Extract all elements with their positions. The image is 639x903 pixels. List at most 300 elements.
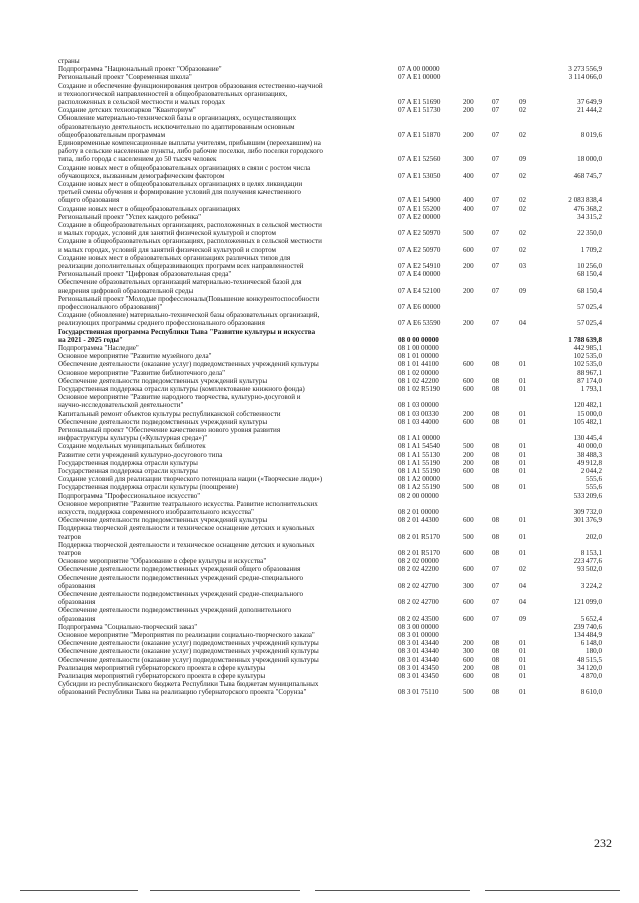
row-pr: 02	[519, 196, 527, 205]
row-pr: 03	[519, 261, 527, 270]
row-vr: 600	[463, 614, 474, 623]
row-rz: 08	[492, 417, 500, 426]
row-name: Подпрограмма "Социально-творческий заказ"	[58, 622, 198, 631]
table-row	[0, 623, 639, 631]
row-name: Создание (обновление) материально-технической базы образовательных организаций, реализующих программы среднего профессионального образования	[58, 311, 320, 328]
row-pr: 02	[519, 204, 527, 213]
row-name: Основное мероприятие "Образование в сфере культуры и искусства"	[58, 557, 267, 566]
table-row	[0, 475, 639, 483]
row-sum: 301 376,9	[573, 516, 602, 525]
row-vr: 200	[463, 450, 474, 459]
row-vr: 200	[463, 458, 474, 467]
row-pr: 04	[519, 581, 527, 590]
table-row	[0, 672, 639, 680]
table-row	[0, 664, 639, 672]
row-code: 08 2 01 R5170	[398, 548, 440, 557]
row-pr: 02	[519, 106, 527, 115]
row-name: Создание и обеспечение функционирования центров образования естественно-научной и технологической направленностей в общеобразовательных организациях, расположенных в сельской местности и малых городах	[58, 81, 323, 106]
table-row	[0, 639, 639, 647]
row-rz: 08	[492, 467, 500, 475]
row-rz: 07	[492, 171, 500, 180]
row-rz: 07	[492, 261, 500, 270]
row-sum: 88 967,1	[577, 368, 602, 377]
row-name: Обеспечение деятельности подведомственных учреждений средне-специального образования	[58, 573, 304, 590]
row-code: 07 A E2 54910	[398, 261, 441, 270]
row-vr: 600	[463, 385, 474, 393]
row-rz: 08	[492, 688, 500, 697]
row-pr: 02	[519, 229, 527, 238]
row-name: Обеспечение образовательных организаций материально-технической базой для внедрения цифровой образовательной среды	[58, 278, 302, 295]
row-name: Развитие сети учреждений культурно-досугового типа	[58, 450, 223, 459]
table-row	[0, 360, 639, 368]
row-code: 07 A E2 50970	[398, 229, 441, 238]
row-rz: 07	[492, 204, 500, 213]
table-row	[0, 352, 639, 360]
row-pr: 04	[519, 598, 527, 607]
row-code: 08 3 01 75110	[398, 688, 439, 697]
row-name: Государственная поддержка отрасли культуры (поощрение)	[58, 483, 239, 492]
row-sum: 8 153,1	[580, 548, 602, 557]
row-code: 08 2 01 44300	[398, 516, 439, 525]
row-sum: 476 368,2	[573, 204, 602, 213]
table-row	[0, 180, 639, 205]
table-row	[0, 516, 639, 524]
row-code: 08 1 A1 55130	[398, 450, 440, 459]
row-rz: 08	[492, 360, 500, 369]
row-pr: 09	[519, 286, 527, 295]
row-sum: 93 502,0	[577, 565, 602, 574]
table-row	[0, 631, 639, 639]
row-code: 08 1 01 00000	[398, 352, 439, 361]
row-pr: 01	[519, 360, 527, 369]
row-code: 08 3 01 43440	[398, 647, 439, 656]
row-sum: 239 740,6	[573, 622, 602, 631]
row-code: 08 1 02 R5190	[398, 385, 440, 393]
row-rz: 07	[492, 130, 500, 139]
row-name: Основное мероприятие "Мероприятия по реализации социально-творческого заказа"	[58, 631, 315, 639]
row-name: Поддержка творческой деятельности и техническое оснащение детских и кукольных театров	[58, 540, 315, 557]
row-rz: 07	[492, 286, 500, 295]
row-rz: 08	[492, 376, 500, 385]
row-vr: 600	[463, 245, 474, 254]
row-rz: 08	[492, 672, 500, 680]
row-vr: 600	[463, 417, 474, 426]
row-rz: 08	[492, 458, 500, 467]
row-pr: 01	[519, 385, 527, 393]
table-row	[0, 524, 639, 540]
row-pr: 01	[519, 442, 527, 451]
row-name: Региональный проект "Современная школа"	[58, 73, 192, 82]
row-name: Обеспечение деятельности подведомственных учреждений культуры	[58, 516, 268, 525]
row-sum: 130 445,4	[573, 434, 602, 443]
row-pr: 02	[519, 171, 527, 180]
row-rz: 07	[492, 155, 500, 164]
table-row	[0, 328, 639, 344]
row-code: 08 1 00 00000	[398, 344, 439, 352]
row-vr: 500	[463, 532, 474, 541]
table-row	[0, 500, 639, 516]
row-name: Основное мероприятие "Развитие народного творчества, культурно-досуговой и научно-исследовательской деятельности"	[58, 393, 301, 410]
row-name: Региональный проект "Цифровая образовательная среда"	[58, 270, 232, 279]
row-code: 08 1 01 44100	[398, 360, 439, 369]
row-code: 07 A E2 50970	[398, 245, 441, 254]
row-sum: 468 745,7	[573, 171, 602, 180]
row-name: Региональный проект "Молодые профессионалы(Повышение конкурентоспособности профессионального образования)"	[58, 294, 320, 311]
table-row	[0, 442, 639, 450]
row-name: Обеспечение деятельности подведомственных учреждений средне-специального образования	[58, 590, 304, 607]
row-rz: 08	[492, 639, 500, 648]
row-pr: 02	[519, 245, 527, 254]
row-name: Создание условий для реализации творческого потенциала нации («Творческие люди»)	[58, 475, 323, 484]
row-name: страны	[58, 57, 80, 65]
row-pr: 09	[519, 155, 527, 164]
row-rz: 08	[492, 647, 500, 656]
row-vr: 600	[463, 376, 474, 385]
table-row	[0, 426, 639, 442]
row-sum: 2 083 838,4	[568, 196, 602, 205]
table-row	[0, 410, 639, 418]
row-rz: 07	[492, 97, 500, 106]
row-name: Обеспечение деятельности подведомственных учреждений общего образования	[58, 565, 301, 574]
row-code: 08 2 02 42700	[398, 598, 439, 607]
row-sum: 57 025,4	[577, 302, 602, 311]
row-code: 08 3 00 00000	[398, 622, 439, 631]
table-row	[0, 680, 639, 696]
row-rz: 08	[492, 548, 500, 557]
row-sum: 57 025,4	[577, 319, 602, 328]
row-name: Государственная поддержка отрасли культуры	[58, 458, 198, 467]
row-sum: 555,6	[586, 475, 602, 484]
row-pr: 02	[519, 565, 527, 574]
row-name: Создание новых мест в общеобразовательных организациях	[58, 204, 241, 213]
table-row	[0, 483, 639, 491]
row-sum: 1 709,2	[580, 245, 602, 254]
table-row	[0, 295, 639, 311]
row-name: Государственная поддержка отрасли культуры	[58, 467, 198, 475]
table-row	[0, 647, 639, 655]
row-sum: 180,0	[586, 647, 602, 656]
row-sum: 15 000,0	[577, 409, 602, 418]
table-row	[0, 114, 639, 139]
row-code: 08 1 A1 55190	[398, 458, 440, 467]
row-name: Создание в общеобразовательных организациях, расположенных в сельской местности и малых городах, условий для занятий физической культурой и спортом	[58, 221, 322, 238]
row-code: 07 A E4 00000	[398, 270, 441, 279]
row-sum: 120 482,1	[573, 401, 602, 410]
row-code: 08 1 A2 55190	[398, 483, 440, 492]
row-code: 07 A E1 51730	[398, 106, 441, 115]
row-code: 08 0 00 00000	[398, 335, 439, 344]
page-number: 232	[594, 836, 612, 850]
table-row	[0, 237, 639, 253]
row-sum: 34 315,2	[577, 212, 602, 221]
row-sum: 37 649,9	[577, 97, 602, 106]
row-sum: 121 099,0	[573, 598, 602, 607]
row-name: Региональный проект "Успех каждого ребенка"	[58, 212, 202, 221]
row-name: Создание новых мест в образовательных организациях различных типов для реализации дополнительных общеразвивающих программ всех направленностей	[58, 253, 304, 270]
row-rz: 08	[492, 663, 500, 672]
footer-rule	[20, 890, 138, 891]
row-code: 08 3 01 00000	[398, 631, 439, 639]
table-row	[0, 385, 639, 393]
row-code: 07 A E6 53590	[398, 319, 441, 328]
row-sum: 40 000,0	[577, 442, 602, 451]
table-row	[0, 254, 639, 270]
row-rz: 07	[492, 106, 500, 115]
row-pr: 02	[519, 130, 527, 139]
row-code: 07 A E1 00000	[398, 73, 441, 82]
row-pr: 09	[519, 614, 527, 623]
row-pr: 01	[519, 376, 527, 385]
row-pr: 01	[519, 647, 527, 656]
row-sum: 6 148,0	[580, 639, 602, 648]
row-code: 08 1 03 00330	[398, 409, 439, 418]
row-rz: 08	[492, 516, 500, 525]
row-vr: 200	[463, 663, 474, 672]
row-name: Подпрограмма "Профессиональное искусство"	[58, 491, 201, 500]
row-vr: 600	[463, 672, 474, 680]
row-code: 08 2 00 00000	[398, 491, 439, 500]
row-code: 08 2 01 R5170	[398, 532, 440, 541]
table-row	[0, 565, 639, 573]
row-name: Создание модельных муниципальных библиотек	[58, 442, 206, 451]
row-rz: 07	[492, 245, 500, 254]
row-code: 08 1 02 00000	[398, 368, 439, 377]
row-sum: 18 000,0	[577, 155, 602, 164]
row-vr: 500	[463, 688, 474, 697]
table-row	[0, 467, 639, 475]
row-pr: 01	[519, 663, 527, 672]
row-code: 07 A E1 55200	[398, 204, 441, 213]
row-name: Создание новых мест в общеобразовательных организациях в связи с ростом числа обучающихся, вызванным демографическим фактором	[58, 163, 311, 180]
row-pr: 01	[519, 458, 527, 467]
row-sum: 105 482,1	[573, 417, 602, 426]
row-sum: 1 793,1	[580, 385, 602, 393]
row-code: 08 3 01 43450	[398, 672, 439, 680]
row-vr: 200	[463, 97, 474, 106]
row-sum: 68 150,4	[577, 270, 602, 279]
table-row	[0, 82, 639, 107]
table-row	[0, 557, 639, 565]
row-sum: 134 484,9	[573, 631, 602, 639]
row-rz: 08	[492, 532, 500, 541]
row-name: Региональный проект "Обеспечение качественно нового уровня развития инфраструктуры культуры («Культурная среда»)"	[58, 426, 281, 443]
row-pr: 01	[519, 467, 527, 475]
table-row	[0, 369, 639, 377]
row-vr: 500	[463, 442, 474, 451]
row-code: 08 1 03 44000	[398, 417, 439, 426]
row-sum: 4 870,0	[580, 672, 602, 680]
row-code: 08 2 02 42700	[398, 581, 439, 590]
row-sum: 8 019,6	[580, 130, 602, 139]
row-vr: 400	[463, 196, 474, 205]
row-sum: 38 488,3	[577, 450, 602, 459]
row-name: Обновление материально-технической базы в организациях, осуществляющих образовательную деятельность исключительно по адаптированным основным общеобразовательным программам	[58, 114, 297, 139]
row-rz: 07	[492, 196, 500, 205]
row-code: 08 2 02 42200	[398, 565, 439, 574]
row-name: Реализация мероприятий губернаторского проекта в сфере культуры	[58, 663, 266, 672]
row-code: 08 2 01 00000	[398, 507, 439, 516]
row-code: 07 A E1 53050	[398, 171, 441, 180]
row-pr: 01	[519, 409, 527, 418]
row-name: Создание в общеобразовательных организациях, расположенных в сельской местности и малых городах, условий для занятий физической культурой и спортом	[58, 237, 322, 254]
row-vr: 200	[463, 286, 474, 295]
row-vr: 300	[463, 647, 474, 656]
table-row	[0, 492, 639, 500]
row-sum: 3 273 556,9	[568, 65, 602, 74]
row-name: Обеспечение деятельности подведомственных учреждений культуры	[58, 417, 268, 426]
row-name: Подпрограмма "Наследие"	[58, 344, 139, 352]
row-pr: 01	[519, 450, 527, 459]
row-vr: 200	[463, 319, 474, 328]
row-code: 08 2 02 43500	[398, 614, 439, 623]
row-code: 08 3 01 43440	[398, 639, 439, 648]
table-row	[0, 344, 639, 352]
row-vr: 400	[463, 204, 474, 213]
row-name: Основное мероприятие "Развитие музейного дела"	[58, 352, 212, 361]
row-sum: 2 044,2	[580, 467, 602, 475]
row-code: 08 1 02 42200	[398, 376, 439, 385]
row-vr: 600	[463, 655, 474, 664]
row-pr: 04	[519, 319, 527, 328]
row-vr: 200	[463, 106, 474, 115]
row-name: Государственная поддержка отрасли культуры (комплектование книжного фонда)	[58, 385, 305, 393]
row-name: Капитальный ремонт объектов культуры республиканской собственности	[58, 409, 281, 418]
row-pr: 01	[519, 655, 527, 664]
row-code: 07 A E1 51690	[398, 97, 441, 106]
row-pr: 01	[519, 672, 527, 680]
row-pr: 01	[519, 516, 527, 525]
row-sum: 442 985,1	[573, 344, 602, 352]
row-name: Подпрограмма "Национальный проект "Образование"	[58, 65, 222, 74]
row-vr: 600	[463, 360, 474, 369]
row-sum: 68 150,4	[577, 286, 602, 295]
row-sum: 202,0	[586, 532, 602, 541]
footer-rule	[315, 890, 470, 891]
row-vr: 300	[463, 581, 474, 590]
row-pr: 01	[519, 417, 527, 426]
table-row	[0, 377, 639, 385]
row-vr: 500	[463, 229, 474, 238]
row-sum: 49 912,8	[577, 458, 602, 467]
row-name: Государственная программа Республики Тыва "Развитие культуры и искусства на 2021 - 2025 годы"	[58, 327, 316, 344]
row-code: 08 1 A1 54540	[398, 442, 440, 451]
row-pr: 01	[519, 688, 527, 697]
table-row	[0, 418, 639, 426]
row-code: 07 A E6 00000	[398, 302, 441, 311]
row-name: Создание детских технопарков "Кванториум"	[58, 106, 196, 115]
row-code: 08 3 01 43440	[398, 655, 439, 664]
row-sum: 5 652,4	[580, 614, 602, 623]
table-row	[0, 393, 639, 409]
table-row	[0, 590, 639, 606]
table-row	[0, 221, 639, 237]
row-vr: 200	[463, 261, 474, 270]
row-code: 08 1 A1 55190	[398, 467, 440, 475]
row-vr: 200	[463, 409, 474, 418]
row-rz: 07	[492, 598, 500, 607]
row-vr: 600	[463, 467, 474, 475]
row-name: Обеспечение деятельности подведомственных учреждений культуры	[58, 376, 268, 385]
row-sum: 21 444,2	[577, 106, 602, 115]
row-name: Основное мероприятие "Развитие театрального искусства. Развитие исполнительских искусств, поддержка современного изобразительного искусства"	[58, 499, 318, 516]
row-name: Обеспечение деятельности (оказание услуг) подведомственных учреждений культуры	[58, 647, 319, 656]
row-sum: 10 256,0	[577, 261, 602, 270]
row-vr: 500	[463, 483, 474, 492]
row-rz: 07	[492, 565, 500, 574]
row-name: Реализация мероприятий губернаторского проекта в сфере культуры	[58, 672, 266, 680]
row-rz: 08	[492, 409, 500, 418]
row-name: Обеспечение деятельности (оказание услуг) подведомственных учреждений культуры	[58, 360, 319, 369]
row-pr: 01	[519, 639, 527, 648]
row-rz: 07	[492, 319, 500, 328]
row-name: Обеспечение деятельности (оказание услуг) подведомственных учреждений культуры	[58, 639, 319, 648]
row-sum: 48 515,5	[577, 655, 602, 664]
row-code: 07 A E1 51870	[398, 130, 441, 139]
table-row	[0, 205, 639, 213]
row-sum: 533 209,6	[573, 491, 602, 500]
row-rz: 07	[492, 229, 500, 238]
row-vr: 600	[463, 548, 474, 557]
table-row	[0, 278, 639, 294]
row-pr: 01	[519, 483, 527, 492]
row-sum: 555,6	[586, 483, 602, 492]
row-code: 08 1 03 00000	[398, 401, 439, 410]
table-row	[0, 57, 639, 65]
table-row	[0, 73, 639, 81]
row-sum: 8 610,0	[580, 688, 602, 697]
row-name: Субсидии из республиканского бюджета Республики Тыва бюджетам муниципальных образований Республики Тыва на реализацию губернаторского проекта "Сорунза"	[58, 680, 319, 697]
row-sum: 223 477,6	[573, 557, 602, 566]
row-code: 08 1 A2 00000	[398, 475, 440, 484]
table-row	[0, 139, 639, 164]
row-sum: 1 788 639,8	[568, 335, 602, 344]
row-pr: 01	[519, 532, 527, 541]
table-row	[0, 656, 639, 664]
row-sum: 3 114 066,0	[568, 73, 602, 82]
row-name: Обеспечение деятельности подведомственных учреждений дополнительного образования	[58, 606, 292, 623]
row-sum: 309 732,0	[573, 507, 602, 516]
row-code: 07 A E1 52560	[398, 155, 441, 164]
row-vr: 200	[463, 639, 474, 648]
row-code: 07 A 00 00000	[398, 65, 440, 74]
row-code: 07 A E4 52100	[398, 286, 441, 295]
row-rz: 08	[492, 450, 500, 459]
table-row	[0, 574, 639, 590]
row-sum: 34 120,0	[577, 663, 602, 672]
row-vr: 200	[463, 130, 474, 139]
row-rz: 08	[492, 655, 500, 664]
table-row	[0, 451, 639, 459]
row-vr: 400	[463, 171, 474, 180]
table-row	[0, 213, 639, 221]
table-row	[0, 65, 639, 73]
row-name: Основное мероприятие "Развитие библиотечного дела"	[58, 368, 226, 377]
row-sum: 87 174,0	[577, 376, 602, 385]
row-code: 08 3 01 43450	[398, 663, 439, 672]
row-sum: 22 350,0	[577, 229, 602, 238]
row-sum: 102 535,0	[573, 352, 602, 361]
row-vr: 600	[463, 516, 474, 525]
table-row	[0, 164, 639, 180]
row-rz: 08	[492, 483, 500, 492]
row-rz: 07	[492, 614, 500, 623]
row-name: Создание новых мест в общеобразовательных организациях в целях ликвидации третьей смены обучения и формирование условий для получения качественного общего образования	[58, 180, 303, 205]
row-vr: 600	[463, 598, 474, 607]
row-vr: 300	[463, 155, 474, 164]
table-row	[0, 270, 639, 278]
table-row	[0, 541, 639, 557]
table-row	[0, 106, 639, 114]
